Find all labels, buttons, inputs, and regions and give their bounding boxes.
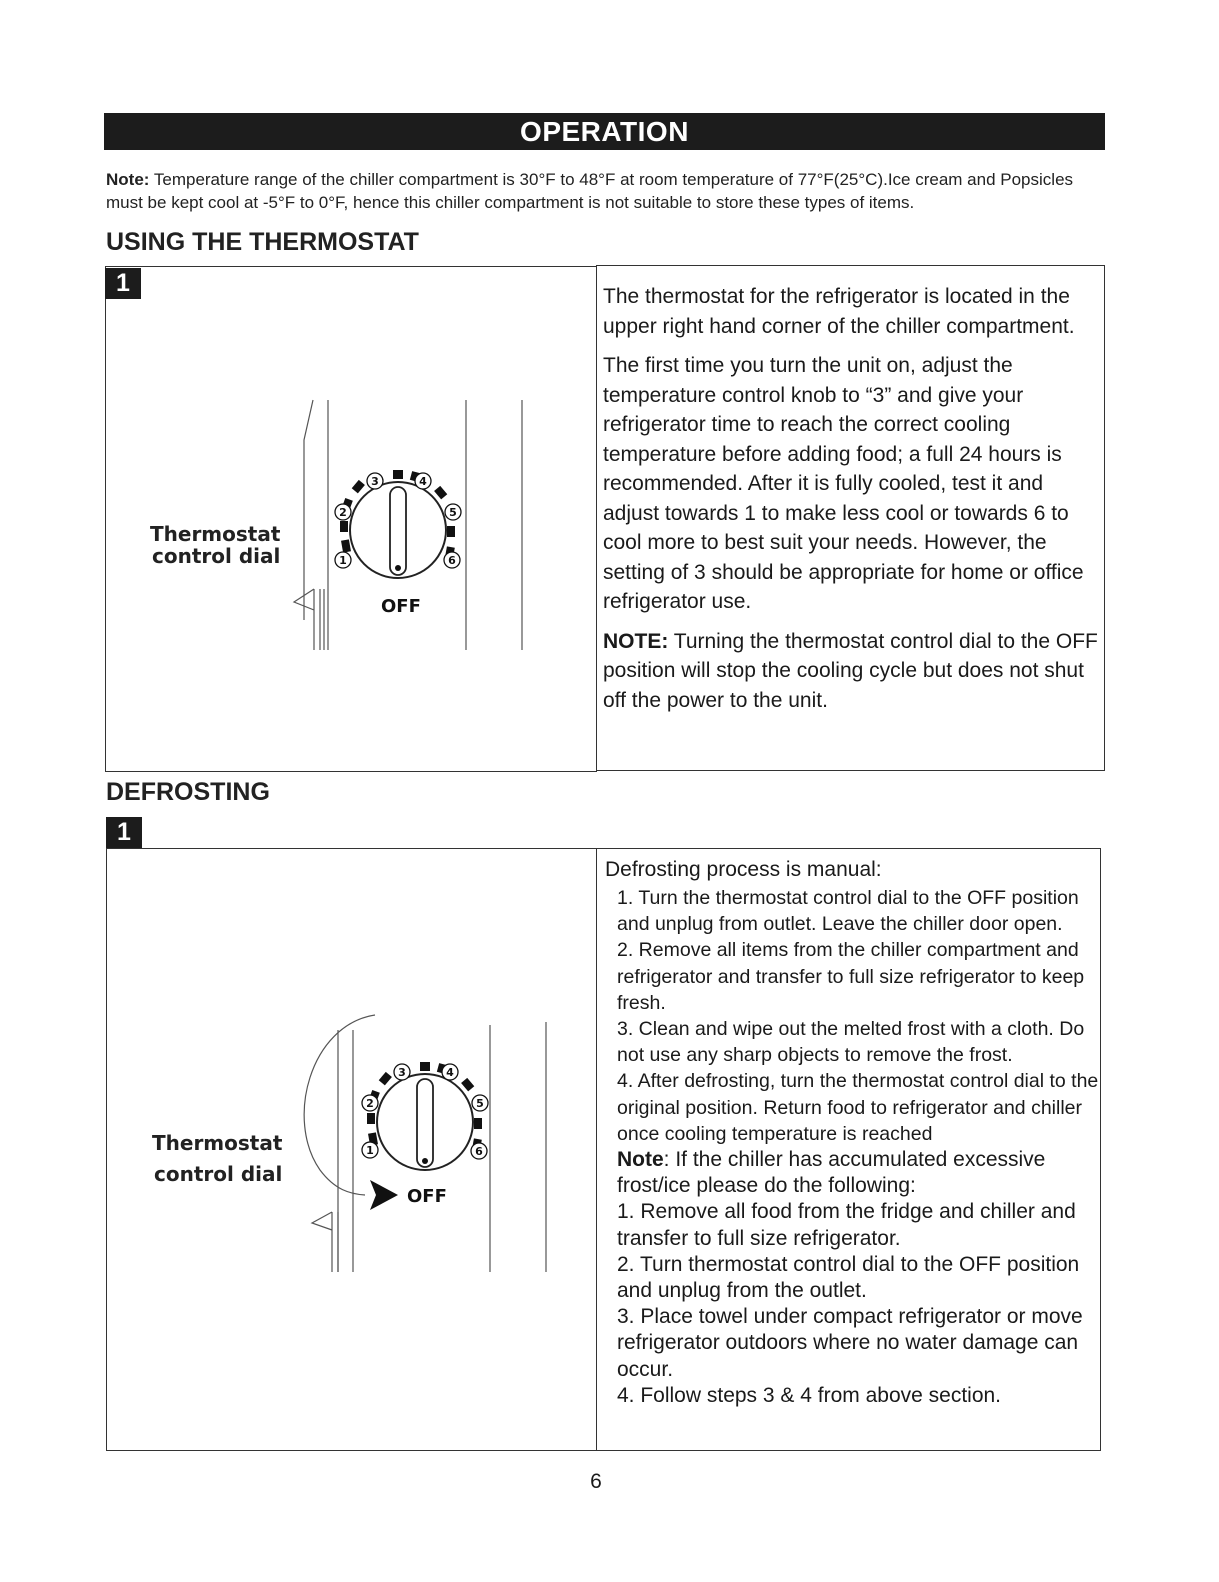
thermostat-para-1: The thermostat for the refrigerator is located in the upper right hand corner of the chiller compartment. [603,285,1075,338]
shelf-bracket [294,589,324,650]
thermostat-note-label: NOTE: [603,629,669,653]
defrosting-step-badge: 1 [106,817,142,848]
temperature-note [106,168,1106,214]
operation-header: OPERATION [104,113,1105,150]
dial-number: 2 [366,1097,374,1110]
defrost-step-2: 2. Remove all items from the chiller compartment and refrigerator and transfer to full size refrigerator to keep fresh. [617,939,1085,1014]
dial-tick [393,470,403,479]
defrosting-dial-illustration [290,1010,560,1280]
defrost-lead: Defrosting process is manual: [605,858,882,881]
defrost-sub-1: 1. Remove all food from the fridge and chiller and transfer to full size refrigerator. [617,1200,1076,1250]
dial-number: 2 [339,506,347,519]
dial-number: 1 [339,554,347,567]
dial-number: 5 [449,506,457,519]
defrost-note-text: : If the chiller has accumulated excessive frost/ice please do the following: [617,1148,1046,1198]
dial-tick [420,1062,430,1071]
dial-tick [340,521,348,532]
dial-tick [341,539,351,552]
thermostat-instructions [603,282,1103,725]
thermostat-dial-label [150,523,280,567]
page-number: 6 [590,1470,602,1493]
dial-number: 4 [446,1066,454,1079]
defrost-step-3: 3. Clean and wipe out the melted frost with a cloth. Do not use any sharp objects to remove the frost. [617,1018,1085,1067]
dial-knob [377,1074,473,1170]
off-label: OFF [407,1186,447,1207]
dial-number: 3 [371,475,379,488]
dial-label-line1: Thermostat [152,1131,283,1155]
dial-tick [434,486,447,500]
defrosting-instructions [605,857,1101,1409]
dial-number: 5 [476,1097,484,1110]
dial-tick [367,1113,375,1124]
dial-number: 6 [448,554,456,567]
dial-label-line2: control dial [154,1162,283,1186]
shelf-bracket [312,1212,338,1272]
dial-label-line2: control dial [152,544,281,568]
note-text: Temperature range of the chiller compartment is 30°F to 48°F at room temperature of 77°F(25°C).Ice cream and Popsicles must be kept cool at -5°F to 0°F, hence this chiller compartment is not suitable to store these types of items. [106,170,1074,212]
defrosting-section-title: DEFROSTING [106,778,270,806]
thermostat-step-badge: 1 [105,268,141,299]
dial-tick [447,526,455,537]
arrow-icon [370,1180,398,1210]
dial-pointer-dot [422,1158,428,1164]
defrost-sub-3: 3. Place towel under compact refrigerator or move refrigerator outdoors where no water damage can occur. [617,1305,1083,1381]
fridge-wall-line [304,400,313,620]
defrost-sub-2: 2. Turn thermostat control dial to the OFF position and unplug from the outlet. [617,1252,1080,1303]
dial-tick [352,480,365,494]
defrost-sub-4: 4. Follow steps 3 & 4 from above section. [617,1383,1002,1407]
thermostat-dial-illustration [280,395,540,655]
thermostat-section-title: USING THE THERMOSTAT [106,228,419,256]
defrost-step-1: 1. Turn the thermostat control dial to the OFF position and unplug from outlet. Leave the chiller door open. [617,887,1079,936]
note-label: Note: [106,170,150,189]
defrost-step-4: 4. After defrosting, turn the thermostat control dial to the original position. Return food to refrigerator and chiller once cooling temperature is reached [617,1070,1099,1145]
dial-number: 3 [398,1066,406,1079]
dial-number: 1 [366,1144,374,1157]
thermostat-note-text: Turning the thermostat control dial to the OFF position will stop the cooling cycle but does not shut off the power to the unit. [603,629,1098,712]
dial-number: 4 [419,475,427,488]
dial-knob [350,482,446,578]
defrosting-dial-label [152,1128,282,1190]
defrost-note-label: Note [617,1148,664,1172]
defrost-note [605,1147,1101,1199]
dial-tick [474,1118,482,1129]
dial-number: 6 [475,1145,483,1158]
thermostat-para-2: The first time you turn the unit on, adjust the temperature control knob to “3” and give your refrigerator time to reach the correct cooling temperature before adding food; a full 24 hours is recommended. After it is fully cooled, test it and adjust towards 1 to make less cool or towards 6 to cool more to best suit your needs. However, the setting of 3 should be appropriate for home or office refrigerator use. [603,354,1084,613]
dial-pointer-dot [395,565,401,571]
off-label: OFF [381,596,421,617]
dial-tick [461,1078,474,1092]
thermostat-note [603,627,1103,716]
dial-tick [379,1072,392,1086]
dial-label-line1: Thermostat [150,522,281,546]
